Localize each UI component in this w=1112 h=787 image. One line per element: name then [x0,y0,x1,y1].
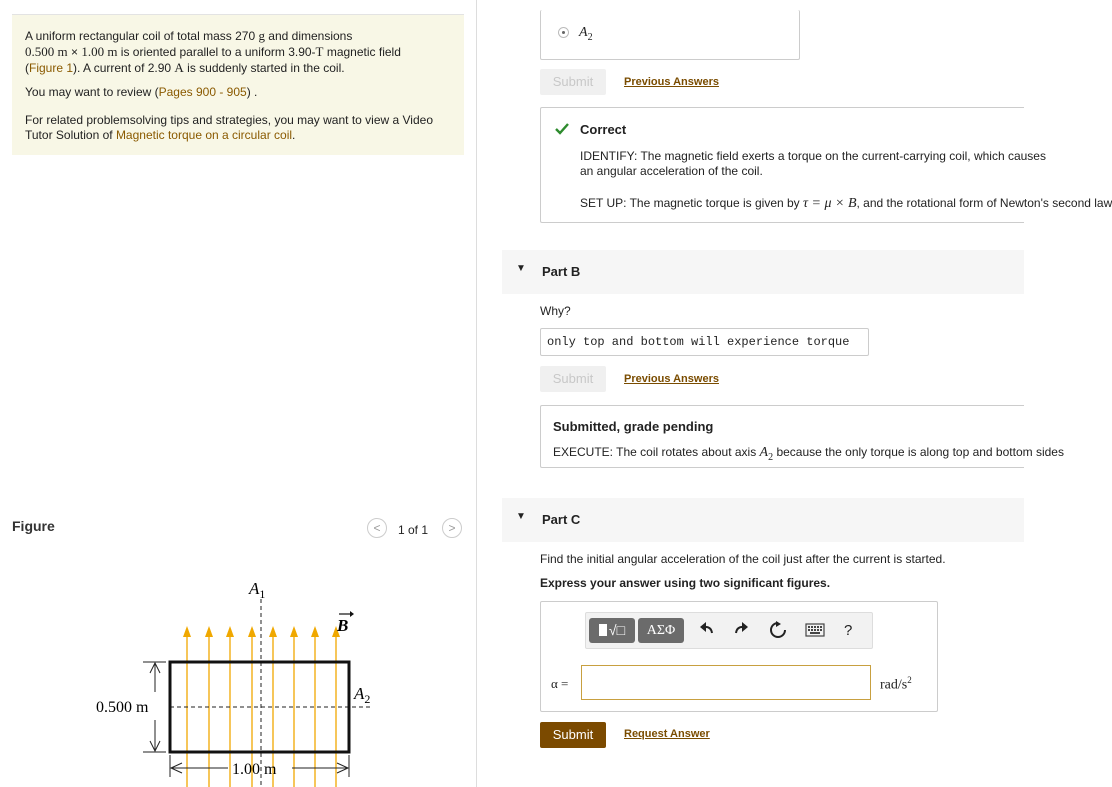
label-b: B [337,616,349,635]
part-c-submit-button[interactable]: Submit [540,722,606,748]
dimension-a: 0.500 m [25,44,68,59]
intro-text: A uniform rectangular coil of total mass 270 [25,29,259,43]
checkmark-icon [555,123,569,135]
keyboard-icon [805,623,825,637]
intro-text-4: magnetic field [323,45,401,59]
redo-icon [733,621,749,637]
figure-link[interactable]: Figure 1 [29,61,74,75]
field-arrowhead [205,626,213,637]
current-unit: A [174,60,184,75]
part-b-previous-answers-link[interactable]: Previous Answers [624,373,719,385]
problem-panel [0,0,477,787]
alpha-label: α = [551,676,569,691]
height-label: 0.500 m [96,699,149,716]
math-toolbar [585,612,873,649]
radio-dot [562,31,565,34]
coil-figure [0,567,476,787]
identify-text: IDENTIFY: The magnetic field exerts a torque on the current-carrying coil, which causes an angular acceleration of the coil. [580,149,1046,178]
field-arrowhead [311,626,319,637]
figure-next-button[interactable] [442,518,462,538]
request-answer-link[interactable]: Request Answer [624,728,710,740]
execute-text [553,445,1064,463]
intro-text-6: is suddenly started in the coil. [183,61,345,75]
greek-symbols-button[interactable]: ΑΣΦ [638,618,684,643]
part-a-submit-button[interactable]: Submit [540,69,606,95]
setup-pre: SET UP: The magnetic torque is given by [580,196,804,210]
part-a-previous-answers-link[interactable]: Previous Answers [624,76,719,88]
figure-header: Figure [12,518,55,534]
part-b-title: Part B [542,264,581,279]
angular-acceleration-input[interactable] [581,665,871,700]
field-unit: T [315,44,324,59]
width-label: 1.00 m [232,761,277,778]
intro-text-2: and dimensions [264,29,353,43]
undo-icon [699,621,715,637]
related-pre: For related problemsolving tips and strategies, you may want to view a Video Tutor Solution of [25,113,433,142]
part-c-header[interactable] [502,498,1024,542]
part-b-question: Why? [540,304,571,318]
setup-equation: τ = μ × B [803,196,857,211]
mass-unit: g [258,28,265,43]
review-pages-link[interactable]: Pages 900 - 905 [158,85,247,99]
part-b-feedback [540,405,1064,468]
radio-a2[interactable] [558,27,569,38]
field-arrowhead [290,626,298,637]
redo-button[interactable] [733,621,749,641]
part-b-header[interactable] [502,250,1024,294]
problem-text [25,28,455,76]
video-tutor-link[interactable]: Magnetic torque on a circular coil [115,128,293,142]
problem-statement [12,14,464,155]
setup-text [580,196,1112,212]
chevron-left-icon: < [373,521,381,535]
template-box-icon [599,624,607,636]
part-c-instruction: Express your answer using two significant figures. [540,576,831,590]
label-b-arrowhead [350,611,354,617]
option-a2-label: $A_2$ [579,25,593,43]
part-a-choice-box [540,10,800,60]
chevron-right-icon: > [448,521,456,535]
part-c-title: Part C [542,512,581,527]
setup-post: , and the rotational form of Newton's second law [856,196,1112,210]
times-sign: × [67,45,82,59]
pending-status: Submitted, grade pending [553,419,714,434]
execute-post: because the only torque is along top and bottom sides [773,445,1064,459]
label-a2: $A_2$ [354,684,371,706]
execute-axis: $A_2$ [759,445,774,463]
unit-label: rad/$s^2$ [880,675,912,693]
intro-text-5: ). A current of 2.90 [73,61,175,75]
execute-pre: EXECUTE: The coil rotates about axis [553,445,760,459]
related-text [25,113,455,143]
correct-status: Correct [580,122,627,137]
help-button[interactable]: ? [844,622,853,639]
paren: ( [25,61,29,75]
review-pre: You may want to review ( [25,85,159,99]
review-text [25,85,455,100]
field-arrowhead [226,626,234,637]
part-b-submit-button[interactable]: Submit [540,366,606,392]
collapse-triangle-icon: ▼ [516,511,526,522]
field-arrowhead [248,626,256,637]
undo-button[interactable] [699,621,715,641]
reset-icon [769,621,787,639]
templates-label: √□ [608,622,626,638]
templates-button[interactable] [589,618,635,643]
label-a1: $A_1$ [249,579,266,601]
reset-button[interactable] [769,621,787,643]
review-post: ) . [246,85,258,99]
part-b-answer-field[interactable]: only top and bottom will experience torque [540,328,869,356]
intro-text-3: is oriented parallel to a uniform 3.90- [117,45,316,59]
field-arrowhead [269,626,277,637]
figure-prev-button[interactable] [367,518,387,538]
answer-entry-box [540,601,938,712]
related-post: . [292,128,296,142]
part-c-question: Find the initial angular acceleration of the coil just after the current is started. [540,552,946,566]
field-arrowhead [183,626,191,637]
dimension-b: 1.00 m [81,44,118,59]
figure-pager: 1 of 1 [398,523,429,537]
collapse-triangle-icon: ▼ [516,263,526,274]
part-a-feedback [540,107,1112,223]
keyboard-button[interactable] [805,623,825,641]
coil-rectangle [170,662,349,752]
